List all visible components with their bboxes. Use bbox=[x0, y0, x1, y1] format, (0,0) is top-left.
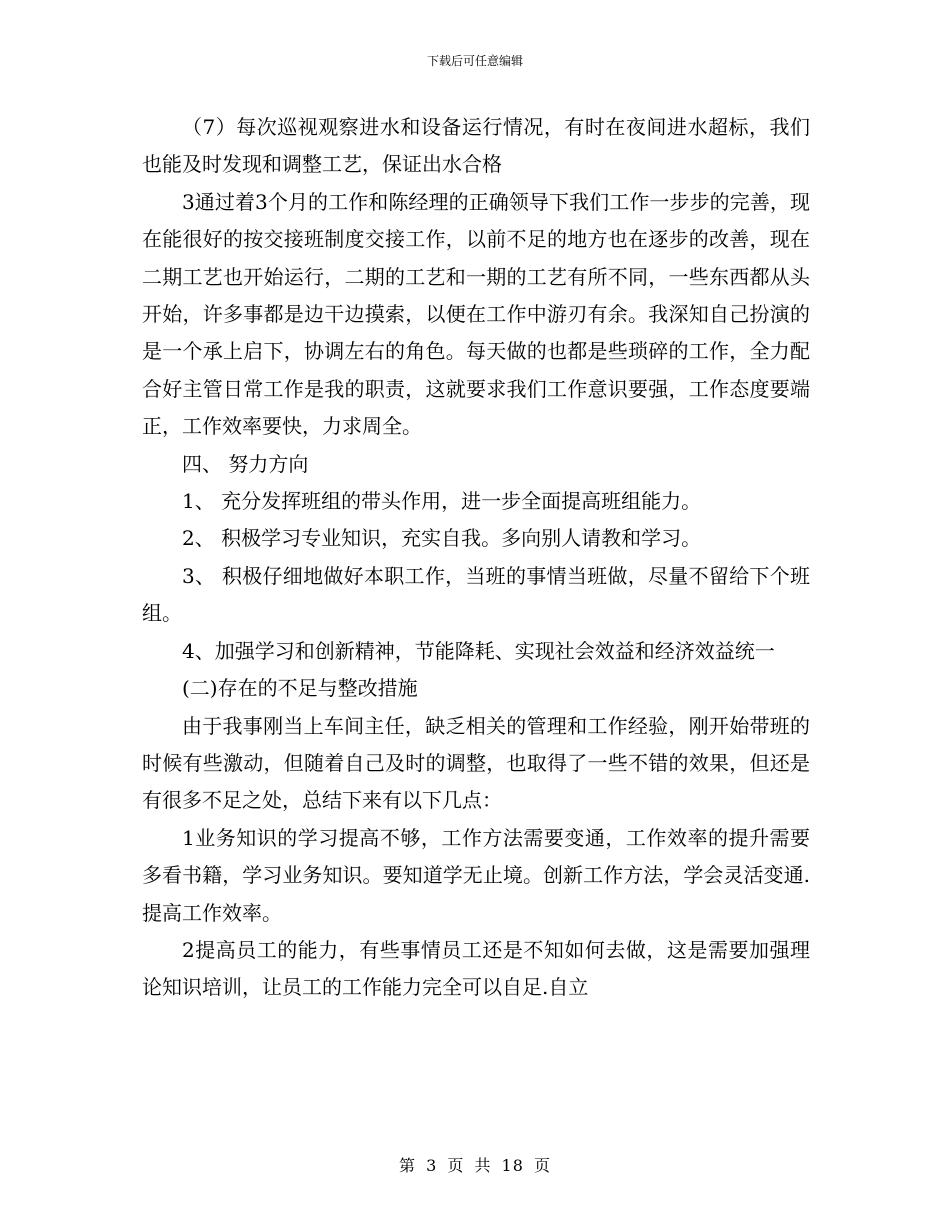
page-footer: 第 3 页 共 18 页 bbox=[399, 1156, 551, 1175]
list-item-direction-1: 1、 充分发挥班组的带头作用，进一步全面提高班组能力。 bbox=[182, 489, 702, 514]
page-header: 下载后可任意编辑 bbox=[426, 54, 523, 68]
paragraph-shortcomings-intro: 由于我事刚当上车间主任，缺乏相关的管理和工作经验，刚开始带班的时候有些激动，但随着自己及时的调整，也取得了一些不错的效果，但还是有很多不足之处，总结下来有以下几点： bbox=[142, 713, 810, 813]
list-item-direction-4: 4、加强学习和创新精神，节能降耗、实现社会效益和经济效益统一 bbox=[182, 638, 775, 663]
list-item-direction-2: 2、 积极学习专业知识，充实自我。多向别人请教和学习。 bbox=[182, 526, 702, 551]
document-body bbox=[142, 109, 810, 1007]
paragraph-item-7: （7）每次巡视观察进水和设备运行情况，有时在夜间进水超标，我们也能及时发现和调整工艺，保证出水合格 bbox=[142, 115, 810, 177]
list-item-shortcoming-1: 1业务知识的学习提高不够，工作方法需要变通，工作效率的提升需要多看书籍，学习业务知识。要知道学无止境。创新工作方法，学会灵活变通.提高工作效率。 bbox=[142, 825, 810, 925]
section-heading-shortcomings: (二)存在的不足与整改措施 bbox=[182, 676, 418, 701]
list-item-shortcoming-2: 2提高员工的能力，有些事情员工还是不知如何去做，这是需要加强理论知识培训，让员工的工作能力完全可以自足.自立 bbox=[142, 937, 810, 1000]
list-item-direction-3: 3、 积极仔细地做好本职工作，当班的事情当班做，尽量不留给下个班组。 bbox=[142, 563, 810, 626]
section-heading-direction: 四、 努力方向 bbox=[182, 451, 309, 476]
paragraph-summary-3: 3通过着3个月的工作和陈经理的正确领导下我们工作一步步的完善，现在能很好的按交接班制度交接工作，以前不足的地方也在逐步的改善，现在二期工艺也开始运行，二期的工艺和一期的工艺有所不同，一些东西都从头开始，许多事都是边干边摸索，以便在工作中游刃有余。我深知自己扮演的是一个承上启下，协调左右的角色。每天做的也都是些琐碎的工作，全力配合好主管日常工作是我的职责，这就要求我们工作意识要强，工作态度要端正，工作效率要快，力求周全。 bbox=[142, 189, 810, 439]
